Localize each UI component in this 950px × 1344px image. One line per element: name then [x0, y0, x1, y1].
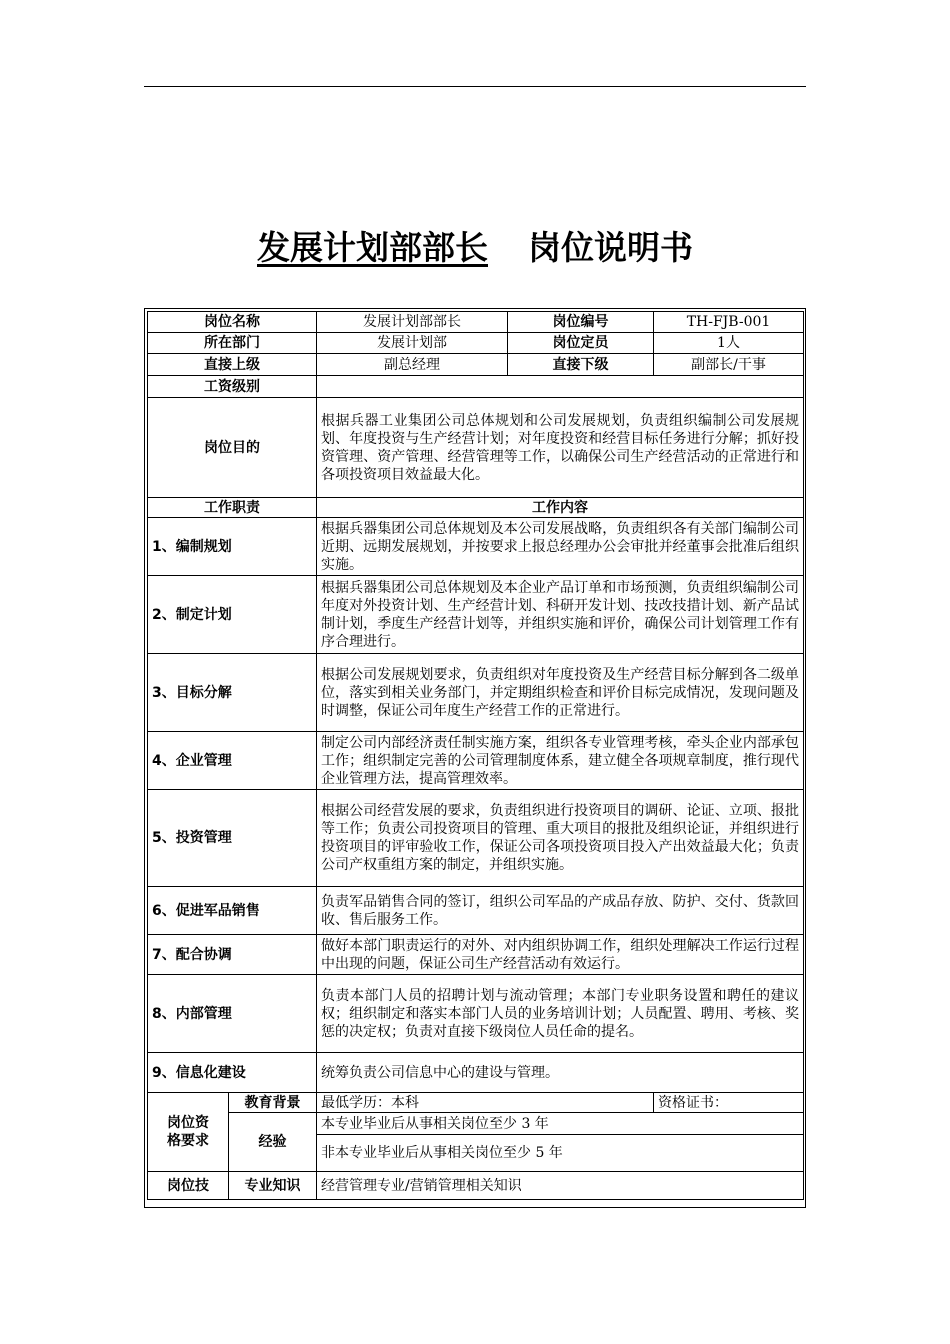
- subordinate-value: 副部长/干事: [654, 354, 804, 376]
- duty-content: 负责军品销售合同的签订，组织公司军品的产成品存放、防护、交付、货款回收、售后服务工作。: [317, 887, 804, 935]
- duty-content: 根据公司经营发展的要求，负责组织进行投资项目的调研、论证、立项、报批等工作；负责公司投资项目的管理、重大项目的报批及组织论证，并组织进行投资项目的评审验收工作，保证公司各项投资项目投入产出效益最大化；负责公司产权重组方案的制定，并组织实施。: [317, 790, 804, 887]
- duty-name: 4、企业管理: [148, 732, 317, 790]
- subordinate-label: 直接下级: [508, 354, 654, 376]
- header-rule: [144, 86, 806, 87]
- duty-name: 8、内部管理: [148, 975, 317, 1053]
- duty-content: 做好本部门职责运行的对外、对内组织协调工作，组织处理解决工作运行过程中出现的问题，保证公司生产经营活动有效运行。: [317, 935, 804, 975]
- education-value: 最低学历：本科: [317, 1093, 654, 1113]
- duty-row: [148, 790, 804, 887]
- qualification-label: [148, 1093, 229, 1172]
- row-position-name: [148, 312, 804, 333]
- headcount-value: 1人: [654, 333, 804, 354]
- position-code-label: 岗位编号: [508, 312, 654, 333]
- duty-content: 根据兵器集团公司总体规划及本公司发展战略，负责组织各有关部门编制公司近期、远期发展规划，并按要求上报总经理办公会审批并经董事会批准后组织实施。: [317, 518, 804, 576]
- duty-name: 1、编制规划: [148, 518, 317, 576]
- skills-label: 岗位技: [148, 1172, 229, 1200]
- position-name-value: 发展计划部部长: [317, 312, 508, 333]
- duty-name: 7、配合协调: [148, 935, 317, 975]
- duty-content: 根据公司发展规划要求，负责组织对年度投资及生产经营目标分解到各二级单位，落实到相关业务部门，并定期组织检查和评价目标完成情况，发现问题及时调整，保证公司年度生产经营工作的正常进行。: [317, 654, 804, 732]
- row-experience-major: [148, 1113, 804, 1135]
- superior-value: 副总经理: [317, 354, 508, 376]
- headcount-label: 岗位定员: [508, 333, 654, 354]
- superior-label: 直接上级: [148, 354, 317, 376]
- row-purpose: [148, 398, 804, 498]
- duties-header-left: 工作职责: [148, 498, 317, 518]
- department-value: 发展计划部: [317, 333, 508, 354]
- row-duties-header: [148, 498, 804, 518]
- qualification-label-line1: 岗位资: [167, 1115, 209, 1131]
- duty-row: [148, 732, 804, 790]
- position-name-label: 岗位名称: [148, 312, 317, 333]
- duties-header-right: 工作内容: [317, 498, 804, 518]
- row-department: [148, 333, 804, 354]
- salary-grade-label: 工资级别: [148, 376, 317, 398]
- qualification-label-line2: 格要求: [167, 1133, 209, 1149]
- duty-row: [148, 887, 804, 935]
- duty-content: 负责本部门人员的招聘计划与流动管理；本部门专业职务设置和聘任的建议权；组织制定和落实本部门人员的业务培训计划；人员配置、聘用、考核、奖惩的决定权；负责对直接下级岗位人员任命的提名。: [317, 975, 804, 1053]
- education-label: 教育背景: [229, 1093, 317, 1113]
- duty-name: 3、目标分解: [148, 654, 317, 732]
- duty-row: [148, 975, 804, 1053]
- experience-non-major: 非本专业毕业后从事相关岗位至少 5 年: [317, 1135, 804, 1172]
- row-superior: [148, 354, 804, 376]
- row-skills: [148, 1172, 804, 1200]
- knowledge-label: 专业知识: [229, 1172, 317, 1200]
- experience-label: 经验: [229, 1113, 317, 1172]
- duty-name: 5、投资管理: [148, 790, 317, 887]
- experience-major: 本专业毕业后从事相关岗位至少 3 年: [317, 1113, 804, 1135]
- certificate-value: 资格证书：: [654, 1093, 804, 1113]
- duty-content: 根据兵器集团公司总体规划及本企业产品订单和市场预测，负责组织编制公司年度对外投资计划、生产经营计划、科研开发计划、技改技措计划、新产品试制计划，季度生产经营计划等，并组织实施和评价，确保公司计划管理工作有序合理进行。: [317, 576, 804, 654]
- position-code-value: TH-FJB-001: [654, 312, 804, 333]
- row-education: [148, 1093, 804, 1113]
- row-salary-grade: [148, 376, 804, 398]
- title-doc-type: 岗位说明书: [528, 228, 693, 267]
- page-title: [0, 222, 950, 269]
- duty-name: 9、信息化建设: [148, 1053, 317, 1093]
- duty-row: [148, 1053, 804, 1093]
- duty-name: 6、促进军品销售: [148, 887, 317, 935]
- duty-content: 统筹负责公司信息中心的建设与管理。: [317, 1053, 804, 1093]
- duty-row: [148, 654, 804, 732]
- title-position: 发展计划部部长: [257, 228, 488, 267]
- department-label: 所在部门: [148, 333, 317, 354]
- duty-row: [148, 935, 804, 975]
- salary-grade-value: [317, 376, 804, 398]
- duty-content: 制定公司内部经济责任制实施方案，组织各专业管理考核，牵头企业内部承包工作；组织制定完善的公司管理制度体系，建立健全各项规章制度，推行现代企业管理方法，提高管理效率。: [317, 732, 804, 790]
- knowledge-value: 经营管理专业/营销管理相关知识: [317, 1172, 804, 1200]
- job-description-table: [147, 311, 804, 1200]
- duty-row: [148, 518, 804, 576]
- duty-name: 2、制定计划: [148, 576, 317, 654]
- purpose-label: 岗位目的: [148, 398, 317, 498]
- purpose-text: 根据兵器工业集团公司总体规划和公司发展规划，负责组织编制公司发展规划、年度投资与生产经营计划；对年度投资和经营目标任务进行分解；抓好投资管理、资产管理、经营管理等工作，以确保公司生产经营活动的正常进行和各项投资项目效益最大化。: [317, 398, 804, 498]
- duty-row: [148, 576, 804, 654]
